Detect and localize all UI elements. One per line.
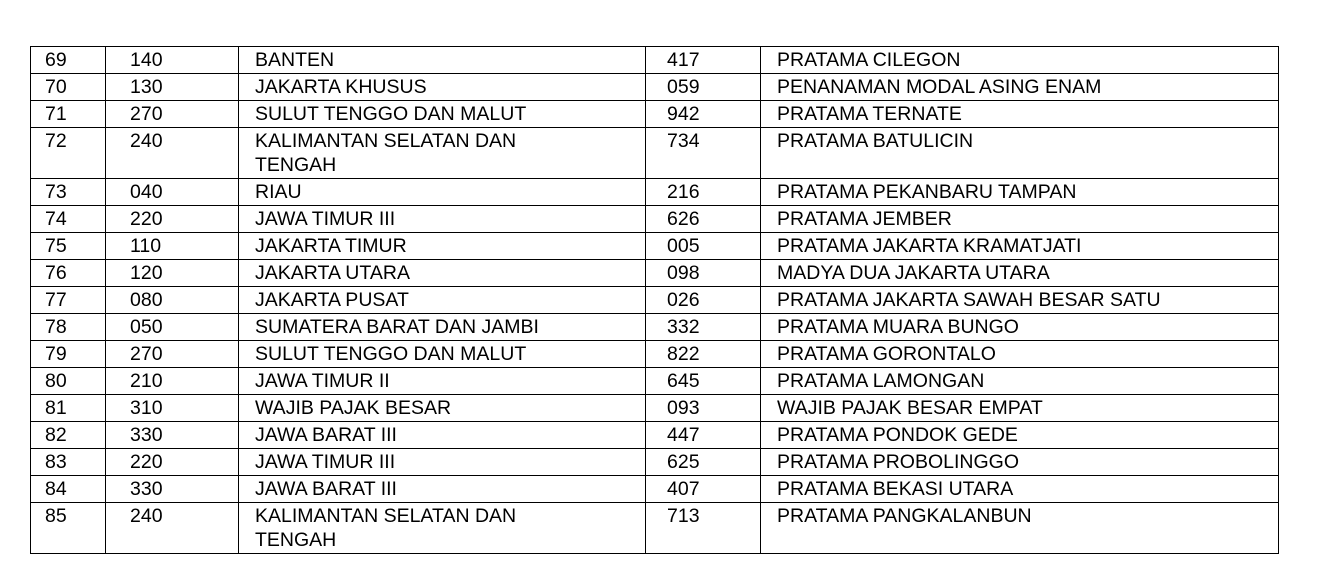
kanwil-name-cell: BANTEN bbox=[239, 47, 646, 74]
kpp-name-cell: PRATAMA PROBOLINGGO bbox=[761, 449, 1279, 476]
kanwil-code-cell: 240 bbox=[106, 503, 239, 554]
kanwil-code-cell: 120 bbox=[106, 260, 239, 287]
kanwil-name-cell: JAWA TIMUR II bbox=[239, 368, 646, 395]
table-row bbox=[31, 422, 1279, 449]
kpp-code-cell: 942 bbox=[646, 101, 761, 128]
kanwil-code-cell: 220 bbox=[106, 206, 239, 233]
kpp-code-cell: 447 bbox=[646, 422, 761, 449]
kpp-name-cell: MADYA DUA JAKARTA UTARA bbox=[761, 260, 1279, 287]
table-row bbox=[31, 47, 1279, 74]
kpp-code-cell: 098 bbox=[646, 260, 761, 287]
row-number-cell: 73 bbox=[31, 179, 106, 206]
kanwil-code-cell: 310 bbox=[106, 395, 239, 422]
kpp-name-cell: PRATAMA LAMONGAN bbox=[761, 368, 1279, 395]
tax-office-table-container bbox=[30, 46, 1279, 554]
kanwil-code-cell: 220 bbox=[106, 449, 239, 476]
kpp-name-cell: PRATAMA GORONTALO bbox=[761, 341, 1279, 368]
kpp-code-cell: 417 bbox=[646, 47, 761, 74]
kpp-name-cell: PRATAMA JEMBER bbox=[761, 206, 1279, 233]
kanwil-name-cell: JAKARTA UTARA bbox=[239, 260, 646, 287]
kanwil-name-cell: SULUT TENGGO DAN MALUT bbox=[239, 341, 646, 368]
row-number-cell: 75 bbox=[31, 233, 106, 260]
table-row bbox=[31, 233, 1279, 260]
kpp-code-cell: 216 bbox=[646, 179, 761, 206]
kpp-code-cell: 626 bbox=[646, 206, 761, 233]
row-number-cell: 76 bbox=[31, 260, 106, 287]
kpp-code-cell: 407 bbox=[646, 476, 761, 503]
row-number-cell: 70 bbox=[31, 74, 106, 101]
kanwil-name-cell: KALIMANTAN SELATAN DAN TENGAH bbox=[239, 128, 646, 179]
table-row bbox=[31, 314, 1279, 341]
kpp-name-cell: PRATAMA TERNATE bbox=[761, 101, 1279, 128]
row-number-cell: 82 bbox=[31, 422, 106, 449]
kpp-name-cell: PRATAMA JAKARTA KRAMATJATI bbox=[761, 233, 1279, 260]
table-row bbox=[31, 476, 1279, 503]
kanwil-name-cell: JAWA BARAT III bbox=[239, 476, 646, 503]
kpp-code-cell: 713 bbox=[646, 503, 761, 554]
table-row bbox=[31, 287, 1279, 314]
table-body bbox=[31, 47, 1279, 554]
kanwil-name-cell: RIAU bbox=[239, 179, 646, 206]
table-row bbox=[31, 260, 1279, 287]
kanwil-name-cell: JAWA BARAT III bbox=[239, 422, 646, 449]
kanwil-code-cell: 270 bbox=[106, 101, 239, 128]
row-number-cell: 84 bbox=[31, 476, 106, 503]
kanwil-name-cell: JAWA TIMUR III bbox=[239, 449, 646, 476]
kanwil-code-cell: 330 bbox=[106, 476, 239, 503]
table-row bbox=[31, 74, 1279, 101]
kpp-name-cell: WAJIB PAJAK BESAR EMPAT bbox=[761, 395, 1279, 422]
kpp-code-cell: 059 bbox=[646, 74, 761, 101]
table-row bbox=[31, 128, 1279, 179]
kpp-name-cell: PRATAMA BEKASI UTARA bbox=[761, 476, 1279, 503]
kpp-code-cell: 645 bbox=[646, 368, 761, 395]
kanwil-name-cell: KALIMANTAN SELATAN DAN TENGAH bbox=[239, 503, 646, 554]
kpp-name-cell: PRATAMA MUARA BUNGO bbox=[761, 314, 1279, 341]
kpp-name-cell: PRATAMA PANGKALANBUN bbox=[761, 503, 1279, 554]
kanwil-code-cell: 240 bbox=[106, 128, 239, 179]
kanwil-code-cell: 130 bbox=[106, 74, 239, 101]
kanwil-name-cell: JAKARTA PUSAT bbox=[239, 287, 646, 314]
kpp-name-cell: PRATAMA CILEGON bbox=[761, 47, 1279, 74]
row-number-cell: 77 bbox=[31, 287, 106, 314]
kanwil-name-cell: WAJIB PAJAK BESAR bbox=[239, 395, 646, 422]
kanwil-name-cell: SULUT TENGGO DAN MALUT bbox=[239, 101, 646, 128]
row-number-cell: 72 bbox=[31, 128, 106, 179]
table-row bbox=[31, 368, 1279, 395]
kanwil-name-cell: JAWA TIMUR III bbox=[239, 206, 646, 233]
row-number-cell: 71 bbox=[31, 101, 106, 128]
row-number-cell: 85 bbox=[31, 503, 106, 554]
kanwil-code-cell: 040 bbox=[106, 179, 239, 206]
kpp-code-cell: 625 bbox=[646, 449, 761, 476]
kanwil-code-cell: 210 bbox=[106, 368, 239, 395]
table-row bbox=[31, 449, 1279, 476]
table-row bbox=[31, 206, 1279, 233]
kpp-name-cell: PENANAMAN MODAL ASING ENAM bbox=[761, 74, 1279, 101]
table-row bbox=[31, 503, 1279, 554]
table-row bbox=[31, 179, 1279, 206]
table-row bbox=[31, 341, 1279, 368]
row-number-cell: 81 bbox=[31, 395, 106, 422]
kanwil-code-cell: 270 bbox=[106, 341, 239, 368]
kpp-name-cell: PRATAMA PEKANBARU TAMPAN bbox=[761, 179, 1279, 206]
kpp-code-cell: 026 bbox=[646, 287, 761, 314]
row-number-cell: 78 bbox=[31, 314, 106, 341]
row-number-cell: 80 bbox=[31, 368, 106, 395]
table-row bbox=[31, 101, 1279, 128]
kpp-code-cell: 734 bbox=[646, 128, 761, 179]
kanwil-name-cell: SUMATERA BARAT DAN JAMBI bbox=[239, 314, 646, 341]
kpp-code-cell: 005 bbox=[646, 233, 761, 260]
kanwil-name-cell: JAKARTA KHUSUS bbox=[239, 74, 646, 101]
tax-office-table bbox=[30, 46, 1279, 554]
row-number-cell: 69 bbox=[31, 47, 106, 74]
kanwil-code-cell: 140 bbox=[106, 47, 239, 74]
kpp-code-cell: 822 bbox=[646, 341, 761, 368]
kpp-name-cell: PRATAMA JAKARTA SAWAH BESAR SATU bbox=[761, 287, 1279, 314]
kanwil-code-cell: 050 bbox=[106, 314, 239, 341]
row-number-cell: 83 bbox=[31, 449, 106, 476]
row-number-cell: 74 bbox=[31, 206, 106, 233]
kpp-name-cell: PRATAMA BATULICIN bbox=[761, 128, 1279, 179]
kpp-name-cell: PRATAMA PONDOK GEDE bbox=[761, 422, 1279, 449]
table-row bbox=[31, 395, 1279, 422]
kpp-code-cell: 332 bbox=[646, 314, 761, 341]
row-number-cell: 79 bbox=[31, 341, 106, 368]
kanwil-code-cell: 080 bbox=[106, 287, 239, 314]
kanwil-code-cell: 110 bbox=[106, 233, 239, 260]
kanwil-code-cell: 330 bbox=[106, 422, 239, 449]
kpp-code-cell: 093 bbox=[646, 395, 761, 422]
kanwil-name-cell: JAKARTA TIMUR bbox=[239, 233, 646, 260]
